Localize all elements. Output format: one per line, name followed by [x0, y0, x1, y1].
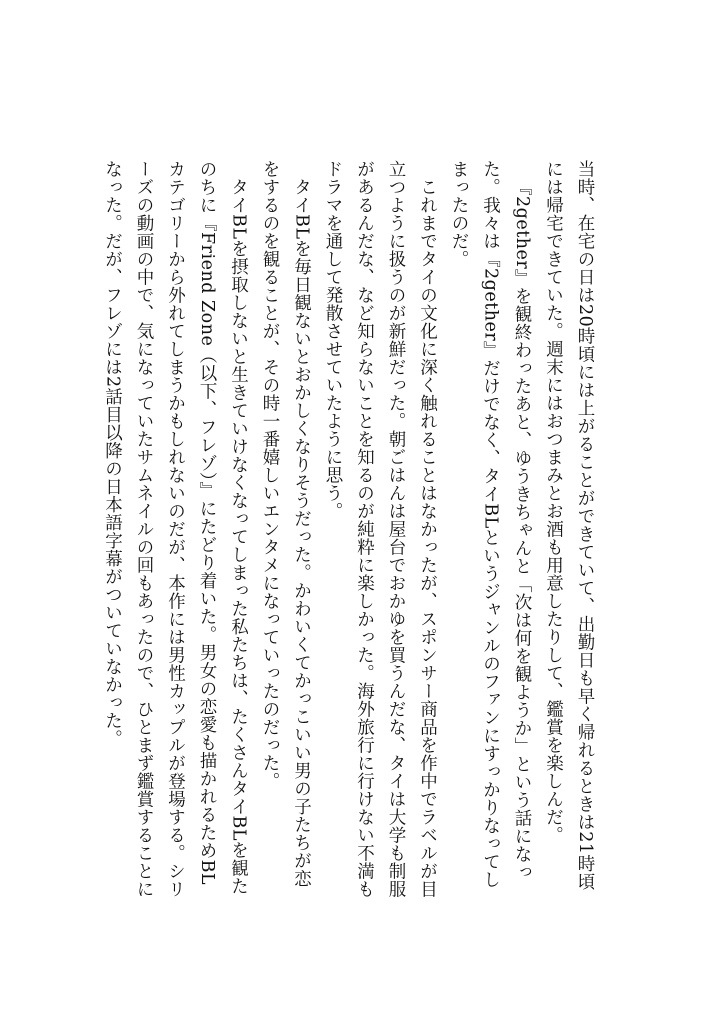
vertical-body-text: [96, 160, 600, 900]
paragraph-5: タイBLを摂取しないと生きていけなくなってしまった私たちは、たくさんタイBLを観たのちに『Friend Zone（以下、フレゾ）』にたどり着いた。男女の恋愛も描かれるためBLカテゴリーから外れてしまうかもしれないのだが、本作には男性カップルが登場する。シリーズの動画の中で、気になっていたサムネイルの回もあったので、ひとまず鑑賞することになった。だが、フレゾには2話目以降の日本語字幕がついていなかった。: [102, 160, 249, 898]
paragraph-3: これまでタイの文化に深く触れることはなかったが、スポンサー商品を作中でラベルが目立つように扱うのが新鮮だった。朝ごはんは屋台でおかゆを買うんだな、タイは大学も制服があるんだな、など知らないことを知るのが純粋に楽しかった。海外旅行に行けない不満もドラマを通して発散させていたように思う。: [323, 160, 438, 898]
paragraph-1: 当時、在宅の日は20時頃には上がることができていて、出勤日も早く帰れるときは21時頃には帰宅できていた。週末にはおつまみとお酒も用意したりして、鑑賞を楽しんだ。: [543, 160, 595, 891]
paragraph-4: タイBLを毎日観ないとおかしくなりそうだった。かわいくてかっこいい男の子たちが恋をするのを観ることが、その時一番嬉しいエンタメになっていったのだった。: [260, 160, 312, 887]
paragraph-2: 『2gether』を観終わったあと、ゆうきちゃんと「次は何を観ようか」という話になった。我々は『2gether』だけでなく、タイBLというジャンルのファンにすっかりなってしまったのだ。: [449, 160, 532, 889]
